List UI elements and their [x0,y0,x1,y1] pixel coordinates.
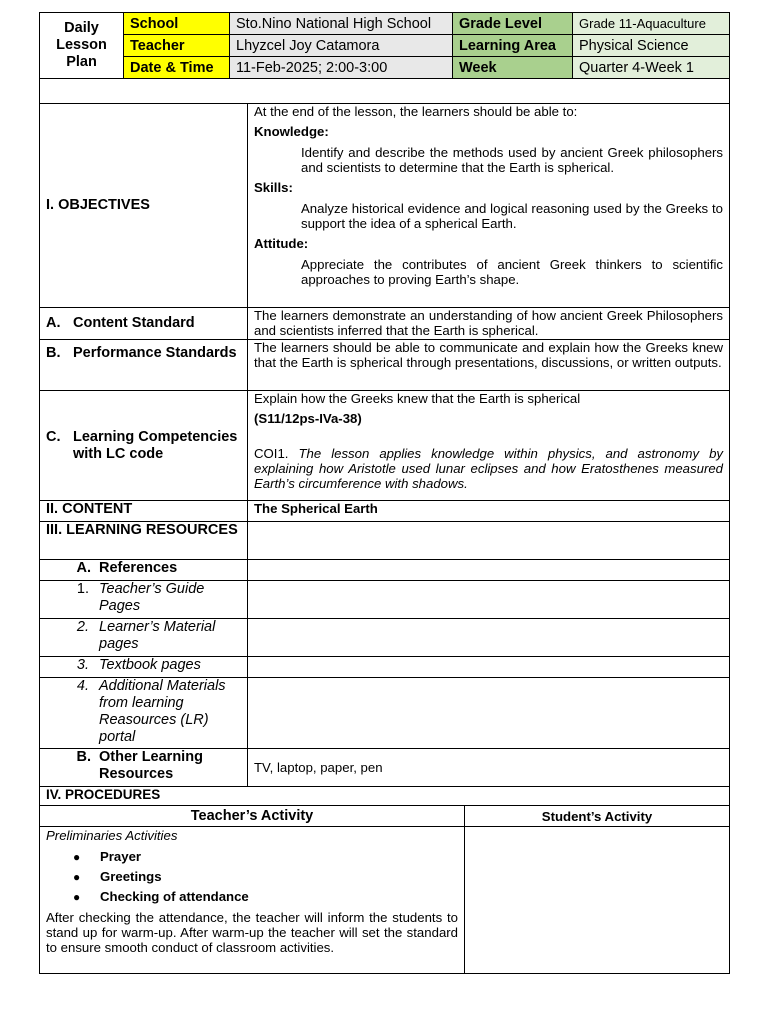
attitude-label: Attitude: [254,236,309,251]
objectives-row [40,104,730,308]
grade-value: Grade 11-Aquaculture [573,13,730,35]
resource-item-value [248,619,730,657]
school-value: Sto.Nino National High School [230,13,453,35]
knowledge-text: Identify and describe the methods used by ancient Greek philosophers and scientists to determine that the Earth is spherical. [301,145,724,175]
teacher-value: Lhyzcel Joy Catamora [230,35,453,57]
procedure-paragraph: After checking the attendance, the teacher will inform the students to stand up for warm-up. After warm-up the teacher will set the standard to ensure smooth conduct of classroom activities. [46,910,458,955]
resource-item-1-cell [40,581,248,619]
week-value: Quarter 4-Week 1 [573,57,730,79]
learning-area-value: Physical Science [573,35,730,57]
resource-item-row [40,678,730,749]
spacer-row [40,79,730,104]
dlp-title-line: Plan [66,54,97,70]
lesson-body-table [39,79,730,974]
student-activity-content [465,827,730,974]
content-standard-label: Content Standard [73,315,195,331]
teacher-label: Teacher [124,35,230,57]
learning-resources-value [248,522,730,560]
other-resources-value: TV, laptop, paper, pen [248,749,730,787]
resource-item-row [40,657,730,678]
resource-item-label: Learner’s Material pages [99,619,216,652]
other-resources-label: Other Learning Resources [99,749,203,782]
competencies-row [40,391,730,501]
attitude-text: Appreciate the contributes of ancient Greek thinkers to scientific approaches to proving Earth’s shape. [301,257,724,287]
date-label: Date & Time [124,57,230,79]
resource-item-num: 4. [76,678,89,694]
competency-code: (S11/12ps-IVa-38) [254,411,362,426]
list-item: ● Checking of attendance [46,887,458,907]
resource-item-label: Textbook pages [99,657,201,673]
competencies-content [248,391,730,501]
learning-resources-label: III. LEARNING RESOURCES [40,522,248,560]
content-label: II. CONTENT [40,501,248,522]
teacher-activity-content [40,827,465,974]
resource-item-label: Additional Materials from learning Reasources (LR) portal [99,678,226,745]
preliminaries-list [46,847,458,907]
school-label: School [124,13,230,35]
student-activity-header: Student’s Activity [465,806,730,827]
activity-content-row [40,827,730,974]
resource-item-row [40,619,730,657]
other-resources-label-cell [40,749,248,787]
resource-item-4-cell [40,678,248,749]
header-table [39,12,730,79]
procedures-label: IV. PROCEDURES [40,787,730,806]
competencies-label: Learning Competencies with LC code [73,428,238,462]
performance-standards-letter: B. [46,345,61,361]
list-item: ● Prayer [46,847,458,867]
resource-item-2-cell [40,619,248,657]
resource-item-row [40,581,730,619]
references-label: References [99,560,178,576]
teacher-activity-header: Teacher’s Activity [40,806,465,827]
content-row [40,501,730,522]
list-item: ● Greetings [46,867,458,887]
skills-label: Skills: [254,180,293,195]
resource-item-num: 1. [76,581,89,597]
dlp-title-line: Lesson [56,37,107,53]
coi-text [254,446,723,491]
coi-prefix: COI1. [254,446,289,461]
performance-standards-text: The learners should be able to communicate and explain how the Greeks knew that the Earth is spherical through presentations, discussions, or written outputs. [248,340,730,391]
knowledge-label: Knowledge: [254,124,329,139]
references-value [248,560,730,581]
references-label-cell [40,560,248,581]
coi-description: The lesson applies knowledge within physics, and astronomy by explaining how Aristotle used lunar eclipses and how Eratosthenes measured Earth’s circumference with shadows. [254,446,724,491]
resource-item-value [248,678,730,749]
resource-item-value [248,581,730,619]
resource-item-label: Teacher’s Guide Pages [99,581,205,614]
references-row [40,560,730,581]
resource-item-num: 2. [76,619,89,635]
competencies-label-cell [40,391,248,501]
grade-label: Grade Level [453,13,573,35]
learning-resources-row [40,522,730,560]
objectives-content [248,104,730,308]
activity-header-row [40,806,730,827]
performance-standards-label-cell [40,340,248,391]
references-letter: A. [76,560,91,576]
content-standard-text: The learners demonstrate an understanding of how ancient Greek Philosophers and scientists inferred that the Earth is spherical. [248,308,730,340]
lesson-plan-page [39,12,729,974]
learning-area-label: Learning Area [453,35,573,57]
procedures-row [40,787,730,806]
competencies-text: Explain how the Greeks knew that the Earth is spherical [254,391,581,406]
skills-text: Analyze historical evidence and logical reasoning used by the Greeks to support the idea of a spherical Earth. [301,201,724,231]
resource-item-num: 3. [76,657,89,673]
performance-standards-label: Performance Standards [73,345,237,361]
resource-item-3-cell [40,657,248,678]
other-resources-row [40,749,730,787]
other-resources-letter: B. [76,749,91,765]
objectives-intro: At the end of the lesson, the learners should be able to: [254,104,578,119]
preliminaries-label: Preliminaries Activities [46,828,178,843]
dlp-title-line: Daily [64,20,99,36]
competencies-letter: C. [46,428,61,445]
content-standard-label-cell [40,308,248,340]
content-standard-row [40,308,730,340]
dlp-title [40,13,124,79]
content-standard-letter: A. [46,315,61,331]
resource-item-value [248,657,730,678]
week-label: Week [453,57,573,79]
date-value: 11-Feb-2025; 2:00-3:00 [230,57,453,79]
objectives-label: I. OBJECTIVES [40,104,248,308]
content-value: The Spherical Earth [248,501,730,522]
performance-standards-row [40,340,730,391]
